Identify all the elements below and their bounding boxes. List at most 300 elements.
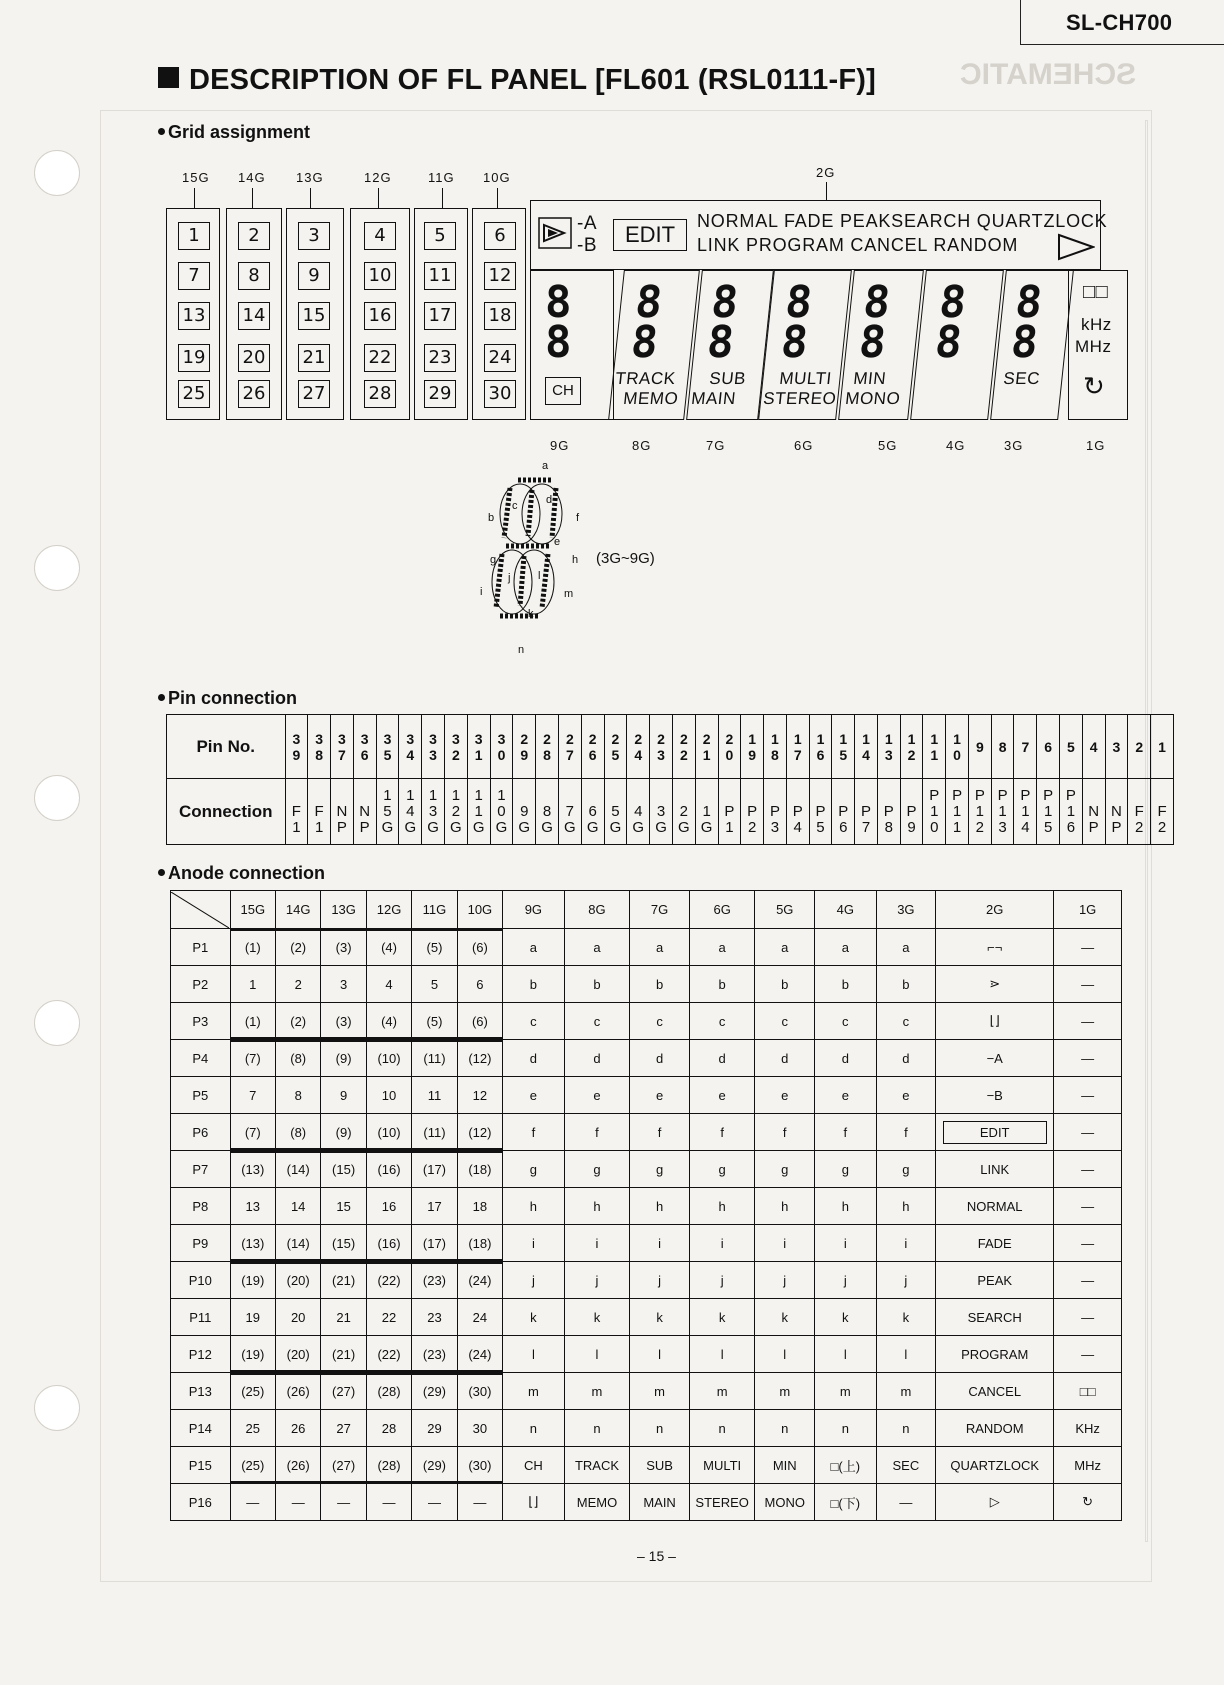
- column-header: 10G: [457, 891, 502, 929]
- anode-cell: —: [366, 1484, 411, 1521]
- pin-digit: 2: [588, 730, 597, 747]
- connection-cell: [399, 779, 422, 845]
- anode-cell: (1): [230, 929, 275, 966]
- pin-digit: 3: [474, 730, 483, 747]
- anode-cell: b: [689, 966, 755, 1003]
- pin-digit: 3: [451, 730, 460, 747]
- connection-char: F: [1157, 802, 1167, 820]
- stereo-indicator: STEREO: [762, 389, 838, 408]
- connection-char: P: [906, 802, 917, 820]
- column-header: 1G: [1054, 891, 1122, 929]
- anode-cell: (6): [457, 929, 502, 966]
- row-header: P15: [171, 1447, 231, 1484]
- table-row: [171, 1484, 1122, 1521]
- connection-char: [354, 788, 376, 804]
- key-number-cell: 9: [298, 262, 330, 290]
- connection-char: F: [1134, 802, 1144, 820]
- connection-char: 7: [565, 802, 575, 820]
- pin-number-cell: [741, 715, 764, 779]
- grid-label-14g: 14G: [238, 170, 266, 185]
- anode-cell: —: [230, 1484, 275, 1521]
- row-header: P1: [171, 929, 231, 966]
- leader-line: [194, 188, 195, 208]
- anode-cell: —: [1054, 1225, 1122, 1262]
- anode-cell: g: [815, 1151, 877, 1188]
- leader-line: [826, 182, 827, 200]
- anode-cell: (8): [275, 1040, 320, 1077]
- anode-cell: (29): [412, 1447, 457, 1484]
- connection-cell: [1151, 779, 1174, 845]
- anode-cell: c: [503, 1003, 565, 1040]
- column-header: 7G: [630, 891, 690, 929]
- connection-char: G: [609, 818, 622, 836]
- anode-cell: (9): [321, 1114, 366, 1151]
- anode-cell: (11): [412, 1114, 457, 1151]
- segment-digit: 8: [932, 317, 961, 368]
- anode-cell: —: [1054, 1188, 1122, 1225]
- grid-label-5g: 5G: [878, 438, 898, 453]
- page-title: DESCRIPTION OF FL PANEL [FL601 (RSL0111-F)]: [158, 64, 876, 97]
- anode-cell: 2: [275, 966, 320, 1003]
- pin-digit: 2: [679, 746, 688, 763]
- key-number-cell: 3: [298, 222, 330, 250]
- row-header: P10: [171, 1262, 231, 1299]
- anode-cell: i: [630, 1225, 690, 1262]
- anode-cell: 8: [275, 1077, 320, 1114]
- pin-digit: 2: [634, 730, 643, 747]
- key-number-cell: 25: [178, 380, 210, 408]
- anode-cell: MIN: [755, 1447, 815, 1484]
- table-row: [171, 1373, 1122, 1410]
- grid-label-13g: 13G: [296, 170, 324, 185]
- anode-cell: f: [815, 1114, 877, 1151]
- anode-cell: f: [755, 1114, 815, 1151]
- connection-char: 2: [679, 802, 688, 820]
- pin-digit: 2: [702, 730, 711, 747]
- grid-label-11g: 11G: [428, 170, 455, 185]
- anode-cell: SEARCH: [936, 1299, 1054, 1336]
- anode-cell: (23): [412, 1336, 457, 1373]
- connection-cell: [422, 779, 445, 845]
- bullet-icon: [158, 869, 165, 876]
- row-header: P9: [171, 1225, 231, 1262]
- segment-letter: i: [480, 586, 483, 598]
- pin-number-cell: [718, 715, 741, 779]
- connection-char: G: [632, 818, 645, 836]
- connection-cell: [764, 779, 787, 845]
- connection-char: [810, 788, 832, 804]
- grid-label-8g: 8G: [632, 438, 652, 453]
- triangle-indicator-icon: [1057, 233, 1095, 261]
- anode-cell: (21): [321, 1336, 366, 1373]
- indicator-line-1: NORMAL FADE PEAKSEARCH QUARTZLOCK: [697, 211, 1108, 231]
- anode-cell: (20): [275, 1262, 320, 1299]
- row-header: P8: [171, 1188, 231, 1225]
- anode-cell: n: [503, 1410, 565, 1447]
- connection-char: P: [1020, 786, 1031, 804]
- anode-cell: CH: [503, 1447, 565, 1484]
- pin-digit: 0: [497, 746, 506, 763]
- connection-char: 4: [1021, 818, 1030, 836]
- anode-cell: l: [876, 1336, 936, 1373]
- anode-cell: 1: [230, 966, 275, 1003]
- connection-header: Connection: [167, 779, 286, 845]
- connection-char: 1: [998, 802, 1007, 820]
- column-header: 12G: [366, 891, 411, 929]
- pin-number-cell: [1128, 715, 1151, 779]
- anode-cell: (30): [457, 1447, 502, 1484]
- pin-digit: 8: [315, 746, 324, 763]
- pin-digit: 2: [725, 730, 734, 747]
- pin-digit: 1: [748, 730, 757, 747]
- pin-number-cell: [331, 715, 354, 779]
- connection-char: F: [291, 802, 301, 820]
- anode-cell: LINK: [936, 1151, 1054, 1188]
- pin-digit: 6: [816, 746, 825, 763]
- anode-cell: 20: [275, 1299, 320, 1336]
- anode-cell: (10): [366, 1114, 411, 1151]
- connection-cell: [900, 779, 923, 845]
- anode-cell: MEMO: [564, 1484, 630, 1521]
- connection-cell: [376, 779, 399, 845]
- connection-char: 2: [451, 802, 461, 820]
- connection-char: [627, 788, 649, 804]
- square-bullet-icon: [158, 67, 179, 88]
- pin-digit: 2: [565, 730, 574, 747]
- leader-line: [310, 188, 311, 208]
- connection-cell: [832, 779, 855, 845]
- connection-cell: [946, 779, 969, 845]
- connection-char: G: [700, 818, 713, 836]
- anode-cell: (9): [321, 1040, 366, 1077]
- anode-cell: 4: [366, 966, 411, 1003]
- main-indicator: MAIN: [690, 389, 737, 408]
- indicator-line-2: LINK PROGRAM CANCEL RANDOM: [697, 235, 1019, 255]
- anode-cell: 19: [230, 1299, 275, 1336]
- anode-cell: l: [815, 1336, 877, 1373]
- anode-cell: (24): [457, 1262, 502, 1299]
- pin-digit: 4: [1089, 738, 1098, 755]
- pin-number-cell: [1060, 715, 1083, 779]
- anode-cell: (7): [230, 1040, 275, 1077]
- table-row: [171, 1040, 1122, 1077]
- anode-cell: d: [630, 1040, 690, 1077]
- connection-cell: [718, 779, 741, 845]
- connection-char: 5: [816, 818, 825, 836]
- key-number-cell: 1: [178, 222, 210, 250]
- anode-cell: n: [755, 1410, 815, 1447]
- segment-letter: m: [564, 588, 574, 600]
- key-number-cell: 15: [298, 302, 330, 330]
- anode-cell: 17: [412, 1188, 457, 1225]
- pin-number-cell: [695, 715, 718, 779]
- pin-digit: 9: [520, 746, 529, 763]
- grid-label-15g: 15G: [182, 170, 210, 185]
- connection-char: 3: [770, 818, 780, 836]
- pin-number-cell: [558, 715, 581, 779]
- anode-cell: ▷: [936, 1484, 1054, 1521]
- anode-connection-table: [170, 890, 1122, 1521]
- pin-digit: 2: [907, 746, 916, 763]
- connection-char: 4: [634, 802, 643, 820]
- anode-cell: SUB: [630, 1447, 690, 1484]
- connection-char: [787, 788, 809, 804]
- connection-char: G: [472, 818, 485, 836]
- anode-cell: c: [689, 1003, 755, 1040]
- anode-cell: (14): [275, 1151, 320, 1188]
- anode-cell: (25): [230, 1447, 275, 1484]
- segment-diagram: [480, 460, 590, 660]
- connection-char: [764, 788, 786, 804]
- pin-digit: 3: [657, 746, 665, 763]
- connection-cell: [353, 779, 376, 845]
- anode-cell: c: [876, 1003, 936, 1040]
- anode-cell: a: [815, 929, 877, 966]
- anode-cell: 26: [275, 1410, 320, 1447]
- anode-cell: e: [815, 1077, 877, 1114]
- binder-hole: [34, 775, 80, 821]
- anode-cell: −B: [936, 1077, 1054, 1114]
- anode-cell: a: [503, 929, 565, 966]
- play-icon: [538, 217, 572, 249]
- connection-cell: [490, 779, 513, 845]
- pin-digit: 2: [451, 746, 460, 763]
- table-row: [171, 966, 1122, 1003]
- anode-cell: j: [755, 1262, 815, 1299]
- segment-letter: h: [572, 554, 579, 566]
- connection-char: 3: [998, 818, 1007, 836]
- column-header: 14G: [275, 891, 320, 929]
- connection-cell: [968, 779, 991, 845]
- connection-cell: [1060, 779, 1083, 845]
- anode-cell: f: [689, 1114, 755, 1151]
- connection-char: [696, 788, 718, 804]
- digit-panel-8g: [608, 270, 700, 420]
- key-number-cell: 5: [424, 222, 456, 250]
- section-heading-pin: Pin connection: [158, 688, 297, 709]
- sub-indicator: SUB: [708, 369, 747, 388]
- anode-cell: g: [689, 1151, 755, 1188]
- connection-char: N: [1088, 802, 1100, 820]
- anode-cell: e: [689, 1077, 755, 1114]
- anode-cell: SEC: [876, 1447, 936, 1484]
- anode-cell: n: [689, 1410, 755, 1447]
- pin-digit: 9: [748, 746, 757, 763]
- connection-char: 2: [748, 818, 757, 836]
- segment-letter: n: [518, 644, 525, 656]
- anode-cell: ⌊⌋: [936, 1003, 1054, 1040]
- anode-cell: m: [564, 1373, 630, 1410]
- pin-number-cell: [900, 715, 923, 779]
- anode-cell: f: [630, 1114, 690, 1151]
- pin-digit: 8: [771, 746, 779, 763]
- connection-char: 4: [793, 818, 802, 836]
- key-number-cell: 8: [238, 262, 270, 290]
- key-number-cell: 30: [484, 380, 516, 408]
- pin-digit: 1: [474, 746, 483, 763]
- grid-label-6g: 6G: [794, 438, 814, 453]
- connection-char: 1: [314, 818, 324, 836]
- connection-char: 1: [474, 802, 483, 820]
- anode-cell: (11): [412, 1040, 457, 1077]
- table-row: [171, 1003, 1122, 1040]
- anode-cell: 3: [321, 966, 366, 1003]
- key-number-cell: 20: [238, 344, 270, 372]
- pin-digit: 4: [862, 746, 870, 763]
- anode-cell: □□: [1054, 1373, 1122, 1410]
- table-row: [171, 1447, 1122, 1484]
- table-row: [171, 1262, 1122, 1299]
- anode-cell: —: [275, 1484, 320, 1521]
- pin-number-cell: [513, 715, 536, 779]
- segment-letter: k: [528, 608, 534, 620]
- connection-cell: [695, 779, 718, 845]
- anode-cell: (13): [230, 1225, 275, 1262]
- anode-cell: f: [564, 1114, 630, 1151]
- min-indicator: MIN: [852, 369, 888, 388]
- column-header: 6G: [689, 891, 755, 929]
- connection-char: 7: [861, 818, 871, 836]
- pin-digit: 7: [338, 746, 346, 763]
- anode-cell: PROGRAM: [936, 1336, 1054, 1373]
- anode-cell: (19): [230, 1336, 275, 1373]
- connection-char: [878, 788, 900, 804]
- segment-digit: 8: [778, 317, 807, 368]
- section-heading-anode: Anode connection: [158, 863, 325, 884]
- connection-char: P: [359, 818, 370, 836]
- segment-digit: 8: [860, 277, 889, 328]
- anode-cell: —: [321, 1484, 366, 1521]
- pin-digit: 3: [292, 730, 301, 747]
- anode-cell: (26): [275, 1373, 320, 1410]
- anode-cell: ↻: [1054, 1484, 1122, 1521]
- connection-char: [832, 788, 854, 804]
- pin-digit: 5: [1067, 738, 1075, 755]
- table-row: [171, 929, 1122, 966]
- anode-cell: i: [876, 1225, 936, 1262]
- segment-letter: j: [508, 572, 511, 584]
- anode-cell: 24: [457, 1299, 502, 1336]
- anode-cell: (28): [366, 1373, 411, 1410]
- grid-label-2g: 2G: [816, 165, 836, 180]
- connection-char: 5: [383, 802, 392, 820]
- anode-cell: e: [630, 1077, 690, 1114]
- anode-cell: j: [630, 1262, 690, 1299]
- mono-indicator: MONO: [844, 389, 902, 408]
- row-header: P16: [171, 1484, 231, 1521]
- anode-cell: k: [630, 1299, 690, 1336]
- pin-number-cell: [764, 715, 787, 779]
- key-number-cell: 23: [424, 344, 456, 372]
- segment-digit: 8: [856, 317, 885, 368]
- connection-char: 1: [930, 802, 939, 820]
- pin-number-cell: [1105, 715, 1128, 779]
- anode-cell: —: [1054, 1151, 1122, 1188]
- connection-char: [536, 788, 558, 804]
- connection-char: 6: [839, 818, 848, 836]
- connection-char: 1: [1021, 802, 1030, 820]
- pin-digit: 6: [360, 746, 369, 763]
- anode-cell: 28: [366, 1410, 411, 1447]
- pin-digit: 6: [588, 746, 597, 763]
- connection-char: 2: [1135, 818, 1144, 836]
- connection-char: P: [883, 802, 894, 820]
- anode-cell: d: [876, 1040, 936, 1077]
- connection-cell: [444, 779, 467, 845]
- connection-char: P: [1065, 786, 1076, 804]
- connection-char: 4: [406, 802, 415, 820]
- pin-number-cell: [1151, 715, 1174, 779]
- table-row: [171, 1225, 1122, 1262]
- anode-cell: f: [876, 1114, 936, 1151]
- row-header: P13: [171, 1373, 231, 1410]
- pin-digit: 3: [360, 730, 369, 747]
- pin-number-cell: [490, 715, 513, 779]
- connection-cell: [650, 779, 673, 845]
- anode-cell: (4): [366, 1003, 411, 1040]
- anode-cell: m: [630, 1373, 690, 1410]
- column-header: 15G: [230, 891, 275, 929]
- pin-number-cell: [308, 715, 331, 779]
- table-row: [171, 1410, 1122, 1447]
- connection-char: 1: [975, 802, 984, 820]
- connection-char: 6: [1066, 818, 1076, 836]
- anode-cell: RANDOM: [936, 1410, 1054, 1447]
- pin-number-cell: [968, 715, 991, 779]
- connection-cell: [877, 779, 900, 845]
- anode-cell: 29: [412, 1410, 457, 1447]
- anode-cell: —: [1054, 966, 1122, 1003]
- row-header: P3: [171, 1003, 231, 1040]
- connection-char: G: [381, 818, 394, 836]
- pin-number-cell: [786, 715, 809, 779]
- indicator-box-2g: [530, 200, 1108, 270]
- pin-digit: 1: [907, 730, 916, 747]
- ghost-title: SCHEMATIC: [960, 58, 1137, 91]
- anode-cell: 15: [321, 1188, 366, 1225]
- mhz-indicator: MHz: [1075, 337, 1112, 356]
- anode-cell: (29): [412, 1373, 457, 1410]
- connection-char: G: [678, 818, 690, 836]
- anode-cell: 23: [412, 1299, 457, 1336]
- anode-cell: j: [876, 1262, 936, 1299]
- anode-cell: c: [564, 1003, 630, 1040]
- anode-cell: MHz: [1054, 1447, 1122, 1484]
- anode-cell: j: [503, 1262, 565, 1299]
- anode-cell: d: [815, 1040, 877, 1077]
- binder-hole: [34, 150, 80, 196]
- anode-cell: —: [457, 1484, 502, 1521]
- connection-char: 5: [611, 802, 620, 820]
- pin-digit: 7: [1021, 738, 1030, 755]
- anode-cell: b: [755, 966, 815, 1003]
- anode-cell: MAIN: [630, 1484, 690, 1521]
- anode-cell: l: [564, 1336, 630, 1373]
- grid-label-4g: 4G: [946, 438, 966, 453]
- connection-cell: [604, 779, 627, 845]
- segment-digit: 8: [704, 317, 733, 368]
- pin-digit: 8: [998, 738, 1007, 755]
- key-number-cell: 6: [484, 222, 516, 250]
- connection-cell: [1105, 779, 1128, 845]
- anode-cell: 10: [366, 1077, 411, 1114]
- grid-label-9g: 9G: [550, 438, 570, 453]
- column-header: 13G: [321, 891, 366, 929]
- table-row: [171, 1114, 1122, 1151]
- anode-cell: —: [1054, 1299, 1122, 1336]
- connection-cell: [991, 779, 1014, 845]
- memo-indicator: MEMO: [622, 389, 680, 408]
